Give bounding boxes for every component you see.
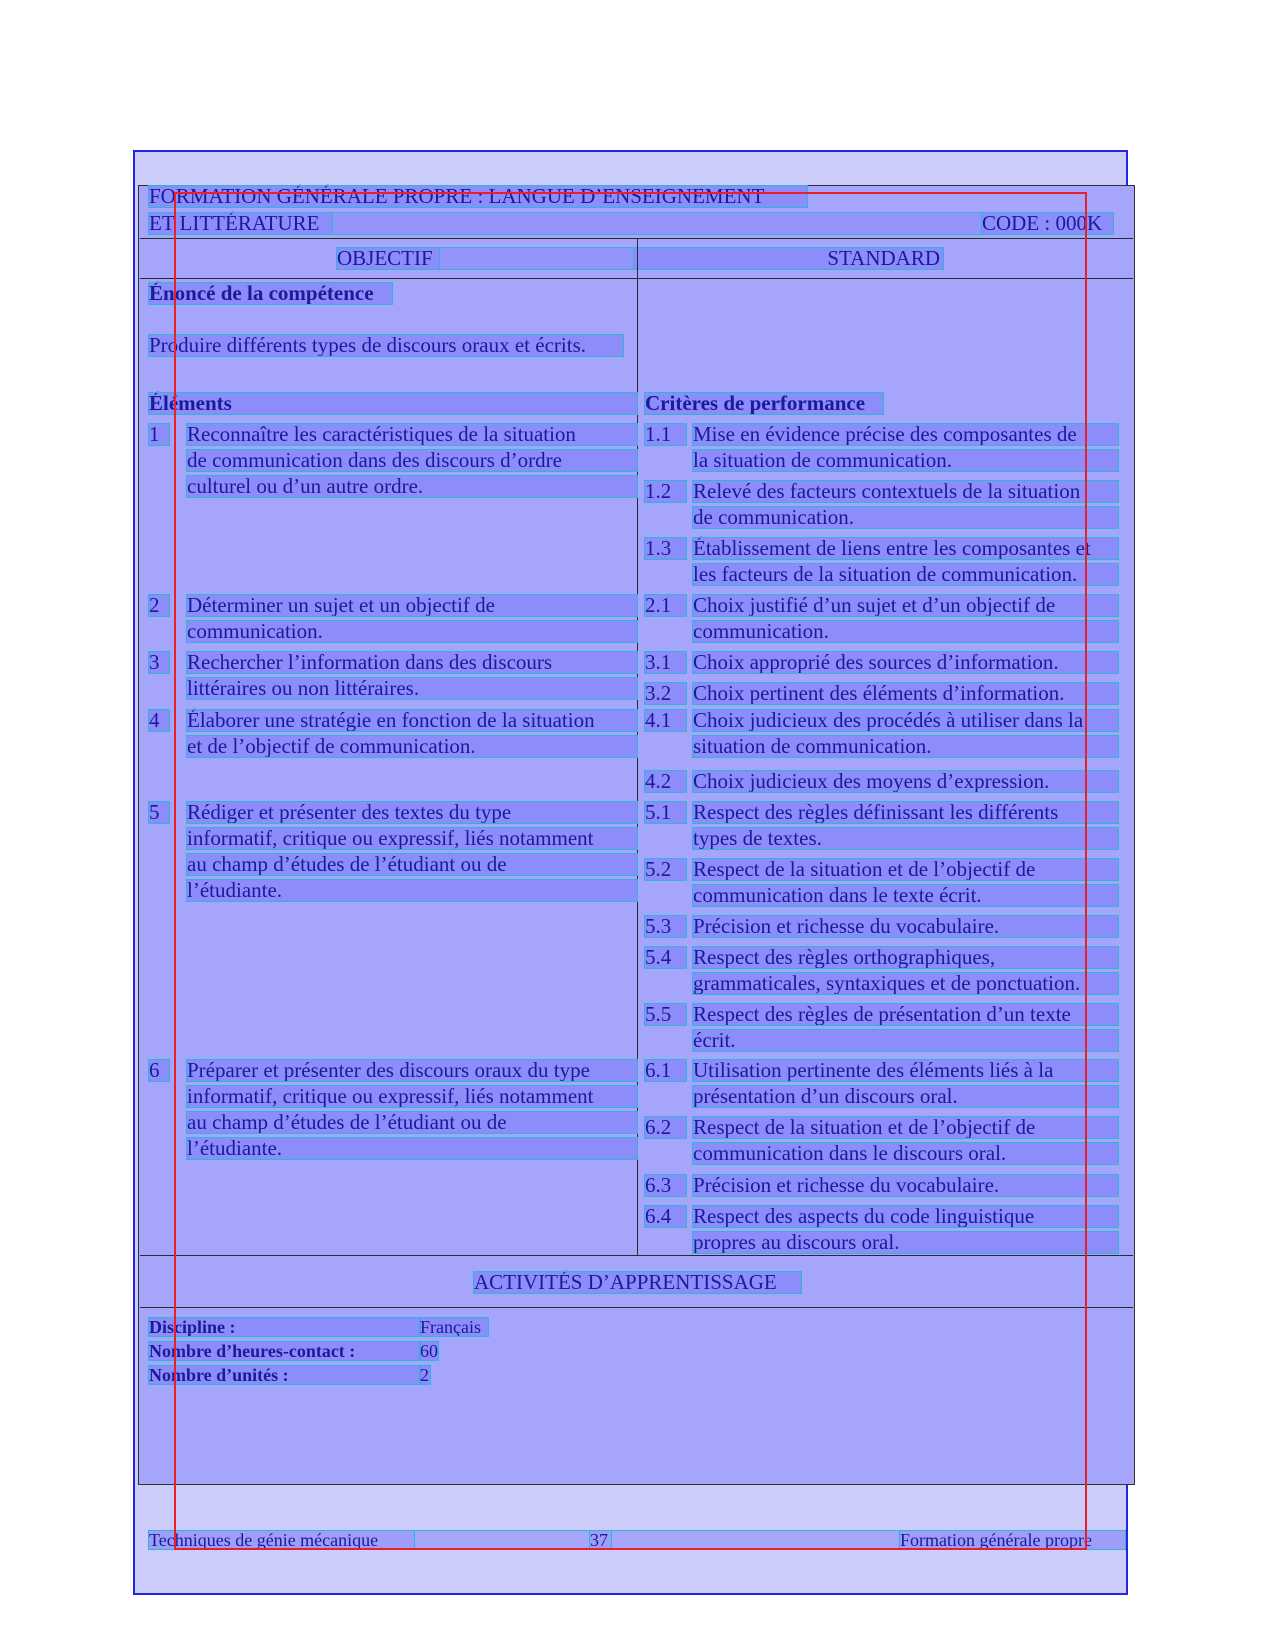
column-header-band	[440, 248, 633, 269]
criterion-text-line: Choix pertinent des éléments d’information.	[693, 683, 1118, 704]
footer-page-number: 37	[590, 1531, 611, 1549]
criterion-number: 6.2	[645, 1117, 686, 1138]
element-text-line: Déterminer un sujet et un objectif de	[187, 595, 637, 616]
criterion-number: 6.1	[645, 1060, 686, 1081]
column-header-objectif: OBJECTIF	[337, 248, 439, 269]
criterion-text-line: Respect de la situation et de l’objectif de	[693, 859, 1118, 880]
criteria-heading: Critères de performance	[645, 393, 883, 414]
element-text-line: culturel ou d’un autre ordre.	[187, 476, 637, 497]
element-text-line: l’étudiante.	[187, 1138, 637, 1159]
criterion-text-line: Choix judicieux des procédés à utiliser dans la	[693, 710, 1118, 731]
discipline-value: Français	[420, 1318, 488, 1336]
criterion-text-line: Précision et richesse du vocabulaire.	[693, 916, 1118, 937]
element-number: 3	[149, 652, 169, 673]
column-header-standard: STANDARD	[634, 248, 943, 269]
criterion-text-line: communication dans le texte écrit.	[693, 885, 1118, 906]
criterion-text-line: Respect des aspects du code linguistique	[693, 1206, 1118, 1227]
criterion-text-line: Précision et richesse du vocabulaire.	[693, 1175, 1118, 1196]
criterion-number: 4.1	[645, 710, 686, 731]
criterion-text-line: communication.	[693, 621, 1118, 642]
criterion-text-line: Respect des règles orthographiques,	[693, 947, 1118, 968]
criterion-number: 5.4	[645, 947, 686, 968]
footer-program: Techniques de génie mécanique	[149, 1531, 414, 1549]
criterion-number: 5.1	[645, 802, 686, 823]
criterion-text-line: Respect des règles définissant les différents	[693, 802, 1118, 823]
element-text-line: Rédiger et présenter des textes du type	[187, 802, 637, 823]
criterion-text-line: Choix judicieux des moyens d’expression.	[693, 771, 1118, 792]
element-text-line: de communication dans des discours d’ordre	[187, 450, 637, 471]
criterion-text-line: Respect des règles de présentation d’un texte	[693, 1004, 1118, 1025]
footer-section: Formation générale propre	[900, 1531, 1125, 1549]
element-text-line: communication.	[187, 621, 637, 642]
criterion-number: 5.5	[645, 1004, 686, 1025]
criterion-text-line: types de textes.	[693, 828, 1118, 849]
criterion-text-line: Respect de la situation et de l’objectif de	[693, 1117, 1118, 1138]
hours-label: Nombre d’heures-contact :	[149, 1342, 420, 1360]
element-number: 1	[149, 424, 169, 445]
element-text-line: au champ d’études de l’étudiant ou de	[187, 854, 637, 875]
criterion-text-line: la situation de communication.	[693, 450, 1118, 471]
element-text-line: et de l’objectif de communication.	[187, 736, 637, 757]
criterion-text-line: Choix justifié d’un sujet et d’un objectif de	[693, 595, 1118, 616]
element-text-line: au champ d’études de l’étudiant ou de	[187, 1112, 637, 1133]
element-text-line: informatif, critique ou expressif, liés notamment	[187, 1086, 637, 1107]
code-label: CODE : 000K	[982, 213, 1113, 234]
hours-value: 60	[420, 1341, 438, 1361]
activities-heading: ACTIVITÉS D’APPRENTISSAGE	[474, 1272, 801, 1293]
criterion-text-line: Utilisation pertinente des éléments liés à la	[693, 1060, 1118, 1081]
element-text-line: littéraires ou non littéraires.	[187, 678, 637, 699]
criterion-number: 4.2	[645, 771, 686, 792]
criterion-number: 5.3	[645, 916, 686, 937]
element-text-line: Élaborer une stratégie en fonction de la situation	[187, 710, 637, 731]
criterion-number: 5.2	[645, 859, 686, 880]
criterion-text-line: écrit.	[693, 1030, 1118, 1051]
criterion-number: 6.4	[645, 1206, 686, 1227]
title-band	[333, 213, 981, 234]
criterion-text-line: Mise en évidence précise des composantes de	[693, 424, 1118, 445]
rule	[140, 1307, 1133, 1308]
element-text-line: l’étudiante.	[187, 880, 637, 901]
elements-heading: Éléments	[149, 393, 637, 414]
competence-text: Produire différents types de discours oraux et écrits.	[149, 335, 623, 356]
criterion-number: 2.1	[645, 595, 686, 616]
criterion-number: 3.2	[645, 683, 686, 704]
criterion-text-line: communication dans le discours oral.	[693, 1143, 1118, 1164]
element-text-line: informatif, critique ou expressif, liés notamment	[187, 828, 637, 849]
element-number: 6	[149, 1060, 169, 1081]
criterion-text-line: propres au discours oral.	[693, 1232, 1118, 1253]
element-text-line: Rechercher l’information dans des discours	[187, 652, 637, 673]
criterion-number: 3.1	[645, 652, 686, 673]
footer-band	[612, 1531, 899, 1549]
element-text-line: Reconnaître les caractéristiques de la situation	[187, 424, 637, 445]
element-number: 5	[149, 802, 169, 823]
footer-band	[415, 1531, 589, 1549]
element-text-line: Préparer et présenter des discours oraux du type	[187, 1060, 637, 1081]
units-value: 2	[420, 1365, 429, 1385]
criterion-text-line: grammaticales, syntaxiques et de ponctuation.	[693, 973, 1118, 994]
discipline-label: Discipline :	[149, 1318, 420, 1336]
criterion-number: 1.3	[645, 538, 686, 559]
title-line-2: ET LITTÉRATURE	[149, 213, 332, 234]
element-number: 2	[149, 595, 169, 616]
criterion-number: 6.3	[645, 1175, 686, 1196]
criterion-text-line: les facteurs de la situation de communication.	[693, 564, 1118, 585]
criterion-text-line: Relevé des facteurs contextuels de la situation	[693, 481, 1118, 502]
title-line-1: FORMATION GÉNÉRALE PROPRE : LANGUE D’ENSEIGNEMENT	[149, 186, 807, 207]
rule	[140, 1255, 1133, 1256]
criterion-text-line: Choix approprié des sources d’information.	[693, 652, 1118, 673]
element-number: 4	[149, 710, 169, 731]
criterion-text-line: de communication.	[693, 507, 1118, 528]
units-label: Nombre d’unités :	[149, 1366, 420, 1384]
competence-heading: Énoncé de la compétence	[149, 283, 392, 304]
criterion-number: 1.1	[645, 424, 686, 445]
column-divider	[637, 238, 638, 1255]
criterion-text-line: présentation d’un discours oral.	[693, 1086, 1118, 1107]
criterion-number: 1.2	[645, 481, 686, 502]
criterion-text-line: Établissement de liens entre les composantes et	[693, 538, 1118, 559]
criterion-text-line: situation de communication.	[693, 736, 1118, 757]
